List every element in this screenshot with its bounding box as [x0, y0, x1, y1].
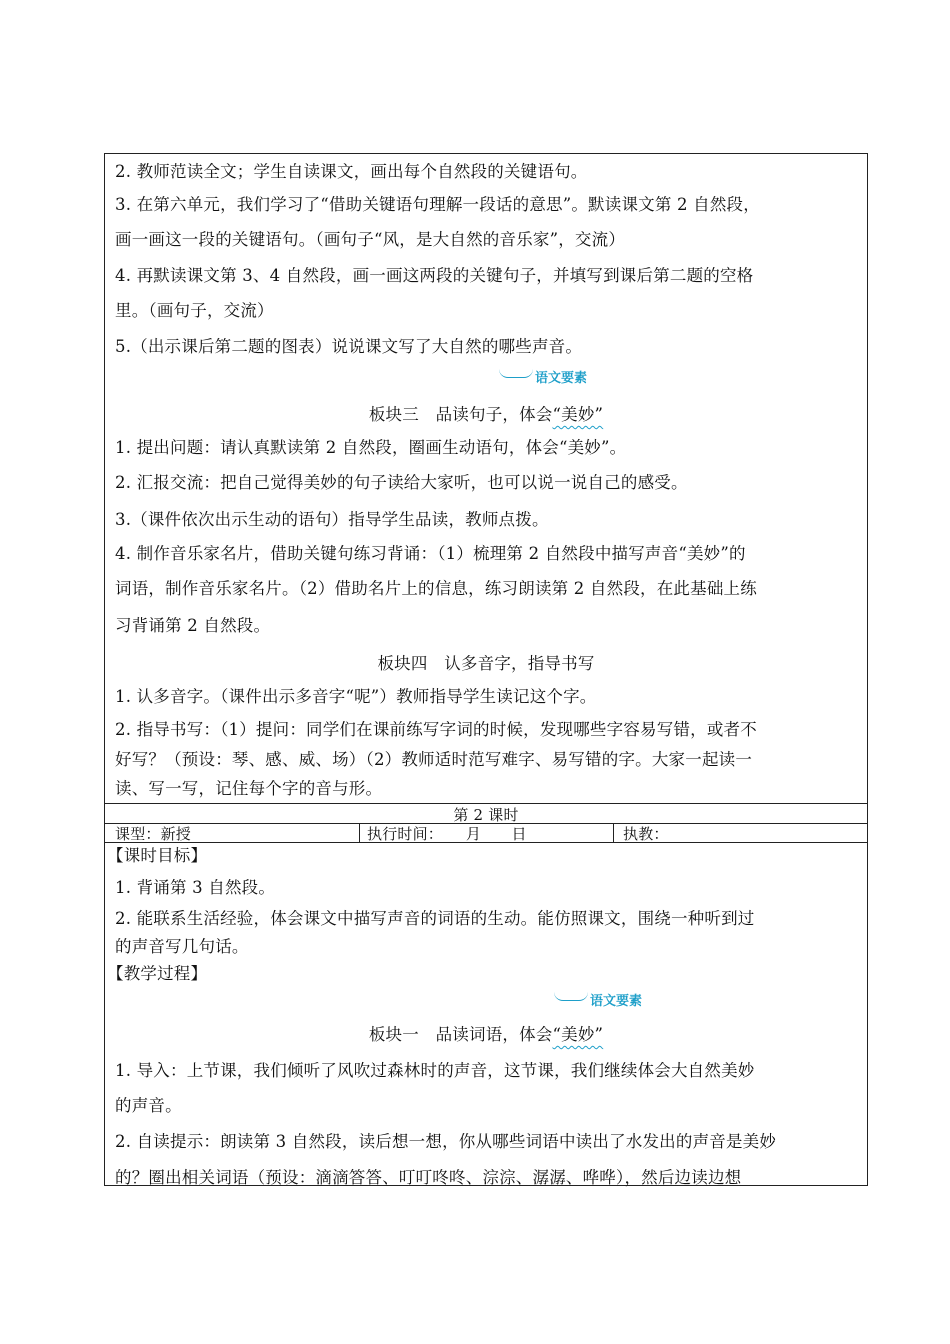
process-heading: 【教学过程】	[107, 964, 208, 983]
text-line: 2. 指导书写：（1）提问：同学们在课前练写字词的时候，发现哪些字容易写错，或者不	[115, 720, 757, 739]
execution-time: 执行时间： 月 日	[367, 825, 527, 843]
lesson-type: 课型：新授	[115, 825, 192, 843]
text-line: 读、写一写，记住每个字的音与形。	[115, 779, 383, 798]
text-line: 1. 认多音字。（课件出示多音字“呢”）教师指导学生读记这个字。	[115, 687, 597, 706]
lesson-plan-table	[104, 153, 868, 1186]
language-element-tag: 语文要素	[499, 367, 587, 386]
text-line: 3. 在第六单元，我们学习了“借助关键语句理解一段话的意思”。默读课文第 2 自然段，	[115, 195, 760, 214]
text-line: 里。（画句子，交流）	[115, 301, 274, 320]
text-line: 2. 汇报交流：把自己觉得美妙的句子读给大家听，也可以说一说自己的感受。	[115, 473, 688, 492]
text-line: 词语，制作音乐家名片。（2）借助名片上的信息，练习朗读第 2 自然段，在此基础上练	[115, 579, 757, 598]
divider	[359, 823, 360, 842]
text-line: 的声音。	[115, 1096, 182, 1115]
section-title-block4: 板块四 认多音字，指导书写	[377, 654, 595, 673]
text-line: 2. 自读提示：朗读第 3 自然段，读后想一想，你从哪些词语中读出了水发出的声音是美妙	[115, 1132, 777, 1151]
lesson-title: 第 2 课时	[453, 806, 519, 824]
goals-heading: 【课时目标】	[107, 846, 208, 865]
text-line: 4. 制作音乐家名片，借助关键句练习背诵：（1）梳理第 2 自然段中描写声音“美妙”的	[115, 544, 746, 563]
divider	[613, 823, 614, 842]
language-element-tag: 语文要素	[554, 990, 642, 1009]
text-line: 2. 教师范读全文；学生自读课文，画出每个自然段的关键语句。	[115, 162, 588, 181]
divider	[105, 842, 867, 843]
text-line: 画一画这一段的关键语句。（画句子“风，是大自然的音乐家”，交流）	[115, 230, 626, 249]
text-line: 1. 提出问题：请认真默读第 2 自然段，圈画生动语句，体会“美妙”。	[115, 438, 627, 457]
swoosh-icon	[499, 369, 533, 378]
text-line: 4. 再默读课文第 3、4 自然段，画一画这两段的关键句子，并填写到课后第二题的空格	[115, 266, 754, 285]
text-line: 的？圈出相关词语（预设：滴滴答答、叮叮咚咚、淙淙、潺潺、哗哗），然后边读边想	[115, 1168, 742, 1187]
section-title-block3: 板块三 品读句子，体会“美妙”	[368, 405, 604, 424]
text-line: 习背诵第 2 自然段。	[115, 616, 271, 635]
text-line: 2. 能联系生活经验，体会课文中描写声音的词语的生动。能仿照课文，围绕一种听到过	[115, 909, 755, 928]
teacher: 执教：	[623, 825, 669, 843]
swoosh-icon	[554, 992, 588, 1001]
section-title-block1: 板块一 品读词语，体会“美妙”	[368, 1025, 604, 1044]
text-line: 1. 导入：上节课，我们倾听了风吹过森林时的声音，这节课，我们继续体会大自然美妙	[115, 1061, 755, 1080]
text-line: 的声音写几句话。	[115, 937, 249, 956]
text-line: 5.（出示课后第二题的图表）说说课文写了大自然的哪些声音。	[115, 337, 583, 356]
text-line: 1. 背诵第 3 自然段。	[115, 878, 276, 897]
text-line: 3.（课件依次出示生动的语句）指导学生品读，教师点拨。	[115, 510, 549, 529]
text-line: 好写？（预设：琴、感、威、场）（2）教师适时范写难字、易写错的字。大家一起读一	[115, 750, 753, 769]
